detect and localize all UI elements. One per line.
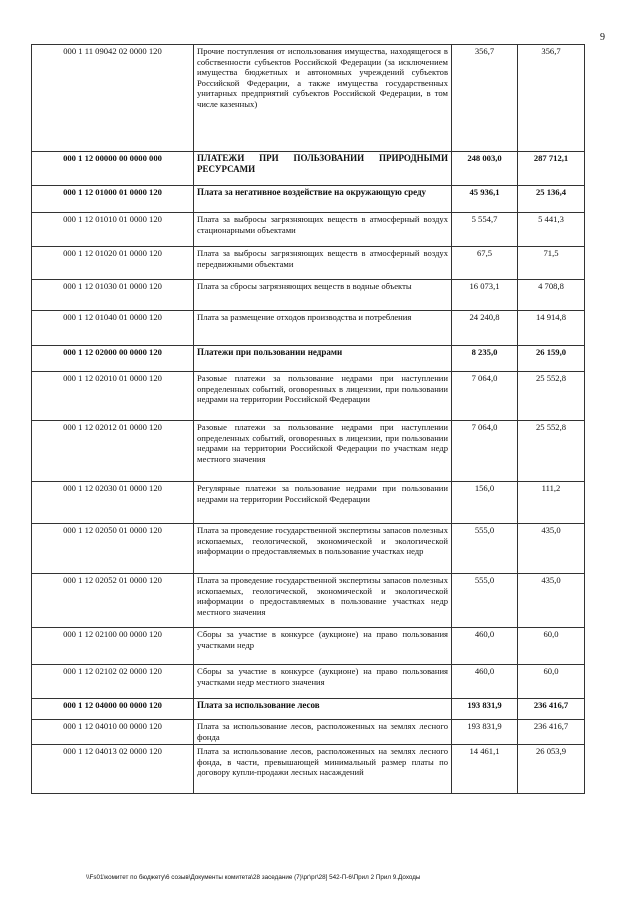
row-value-1: 460,0	[452, 628, 518, 665]
table-row	[32, 699, 585, 720]
row-code: 000 1 12 02050 01 0000 120	[32, 524, 194, 574]
row-name: Сборы за участие в конкурсе (аукционе) на право пользования участками недр местного значения	[194, 665, 452, 699]
row-value-1: 193 831,9	[452, 720, 518, 745]
row-value-2: 26 159,0	[518, 346, 585, 372]
row-value-1: 5 554,7	[452, 213, 518, 247]
table-row	[32, 45, 585, 152]
revenue-table	[31, 44, 585, 794]
row-value-2: 5 441,3	[518, 213, 585, 247]
row-value-1: 14 461,1	[452, 745, 518, 794]
row-code: 000 1 12 04000 00 0000 120	[32, 699, 194, 720]
row-value-2: 14 914,8	[518, 311, 585, 346]
row-value-2: 111,2	[518, 482, 585, 524]
table-row	[32, 482, 585, 524]
table-row	[32, 186, 585, 213]
row-name: Плата за негативное воздействие на окружающую среду	[194, 186, 452, 213]
table-row	[32, 628, 585, 665]
row-value-1: 24 240,8	[452, 311, 518, 346]
row-code: 000 1 12 01010 01 0000 120	[32, 213, 194, 247]
row-value-1: 7 064,0	[452, 372, 518, 421]
row-name: Плата за выбросы загрязняющих веществ в атмосферный воздух стационарными объектами	[194, 213, 452, 247]
row-value-1: 67,5	[452, 247, 518, 280]
row-value-2: 435,0	[518, 524, 585, 574]
row-code: 000 1 12 04010 00 0000 120	[32, 720, 194, 745]
table-row	[32, 311, 585, 346]
row-name: ПЛАТЕЖИ ПРИ ПОЛЬЗОВАНИИ ПРИРОДНЫМИ РЕСУРСАМИ	[194, 152, 452, 186]
scan-artifact-strip	[0, 0, 640, 6]
table-row	[32, 574, 585, 628]
table-row	[32, 152, 585, 186]
row-name: Плата за проведение государственной экспертизы запасов полезных ископаемых, геологической, экономической и экологической информации о предоставляемых в пользование участках недр местного значения	[194, 574, 452, 628]
table-row	[32, 421, 585, 482]
row-code: 000 1 12 01040 01 0000 120	[32, 311, 194, 346]
row-value-1: 7 064,0	[452, 421, 518, 482]
row-name: Платежи при пользовании недрами	[194, 346, 452, 372]
row-code: 000 1 12 02100 00 0000 120	[32, 628, 194, 665]
row-value-1: 16 073,1	[452, 280, 518, 311]
row-value-2: 60,0	[518, 628, 585, 665]
row-code: 000 1 12 00000 00 0000 000	[32, 152, 194, 186]
row-value-1: 45 936,1	[452, 186, 518, 213]
row-name: Разовые платежи за пользование недрами при наступлении определенных событий, оговоренных в лицензии, при пользовании недрами на территории Российской Федерации	[194, 372, 452, 421]
row-code: 000 1 12 02012 01 0000 120	[32, 421, 194, 482]
row-value-2: 60,0	[518, 665, 585, 699]
row-value-1: 156,0	[452, 482, 518, 524]
table-row	[32, 720, 585, 745]
row-value-2: 356,7	[518, 45, 585, 152]
row-code: 000 1 12 02010 01 0000 120	[32, 372, 194, 421]
row-code: 000 1 12 04013 02 0000 120	[32, 745, 194, 794]
row-name: Плата за использование лесов, расположенных на землях лесного фонда, в части, превышающей минимальный размер платы по договору купли-продажи лесных насаждений	[194, 745, 452, 794]
row-name: Плата за выбросы загрязняющих веществ в атмосферный воздух передвижными объектами	[194, 247, 452, 280]
table-row	[32, 280, 585, 311]
row-value-2: 71,5	[518, 247, 585, 280]
table-row	[32, 372, 585, 421]
row-name: Плата за размещение отходов производства и потребления	[194, 311, 452, 346]
row-code: 000 1 12 02030 01 0000 120	[32, 482, 194, 524]
row-value-2: 4 708,8	[518, 280, 585, 311]
revenue-table-body	[32, 45, 585, 794]
row-value-1: 193 831,9	[452, 699, 518, 720]
row-name: Плата за проведение государственной экспертизы запасов полезных ископаемых, геологической, экономической и экологической информации о предоставляемых в пользование участках недр	[194, 524, 452, 574]
row-value-1: 460,0	[452, 665, 518, 699]
row-value-2: 435,0	[518, 574, 585, 628]
row-code: 000 1 12 02000 00 0000 120	[32, 346, 194, 372]
row-code: 000 1 12 02052 01 0000 120	[32, 574, 194, 628]
table-row	[32, 247, 585, 280]
row-value-2: 25 552,8	[518, 372, 585, 421]
row-code: 000 1 12 01030 01 0000 120	[32, 280, 194, 311]
table-row	[32, 346, 585, 372]
row-name: Плата за использование лесов	[194, 699, 452, 720]
row-name: Разовые платежи за пользование недрами при наступлении определенных событий, оговоренных в лицензии, при пользовании недрами на территории Российской Федерации по участкам недр местного значения	[194, 421, 452, 482]
row-code: 000 1 11 09042 02 0000 120	[32, 45, 194, 152]
row-code: 000 1 12 02102 02 0000 120	[32, 665, 194, 699]
row-value-2: 287 712,1	[518, 152, 585, 186]
row-name: Плата за использование лесов, расположенных на землях лесного фонда	[194, 720, 452, 745]
row-value-2: 25 552,8	[518, 421, 585, 482]
row-value-1: 248 003,0	[452, 152, 518, 186]
row-code: 000 1 12 01000 01 0000 120	[32, 186, 194, 213]
row-name: Прочие поступления от использования имущества, находящегося в собственности субъектов Российской Федерации (за исключением имущества бюджетных и автономных учреждений субъектов Российской Федерации, а также имущества государственных унитарных предприятий субъектов Российской Федерации, в том числе казенных)	[194, 45, 452, 152]
page-number: 9	[600, 32, 605, 43]
row-code: 000 1 12 01020 01 0000 120	[32, 247, 194, 280]
table-row	[32, 745, 585, 794]
row-value-1: 8 235,0	[452, 346, 518, 372]
row-value-1: 555,0	[452, 574, 518, 628]
row-name: Регулярные платежи за пользование недрами при пользовании недрами на территории Российской Федерации	[194, 482, 452, 524]
row-value-2: 26 053,9	[518, 745, 585, 794]
row-value-1: 555,0	[452, 524, 518, 574]
footer-file-path: \\Fs01\комитет по бюджету\6 созыв\Документы комитета\28 заседание (7)\рг\рг\28] 542-П-6\Прил 2 Прил 9.Доходы	[86, 874, 421, 881]
row-name: Сборы за участие в конкурсе (аукционе) на право пользования участками недр	[194, 628, 452, 665]
row-value-2: 25 136,4	[518, 186, 585, 213]
table-row	[32, 213, 585, 247]
row-value-1: 356,7	[452, 45, 518, 152]
row-name: Плата за сбросы загрязняющих веществ в водные объекты	[194, 280, 452, 311]
row-value-2: 236 416,7	[518, 720, 585, 745]
table-row	[32, 665, 585, 699]
row-value-2: 236 416,7	[518, 699, 585, 720]
table-row	[32, 524, 585, 574]
